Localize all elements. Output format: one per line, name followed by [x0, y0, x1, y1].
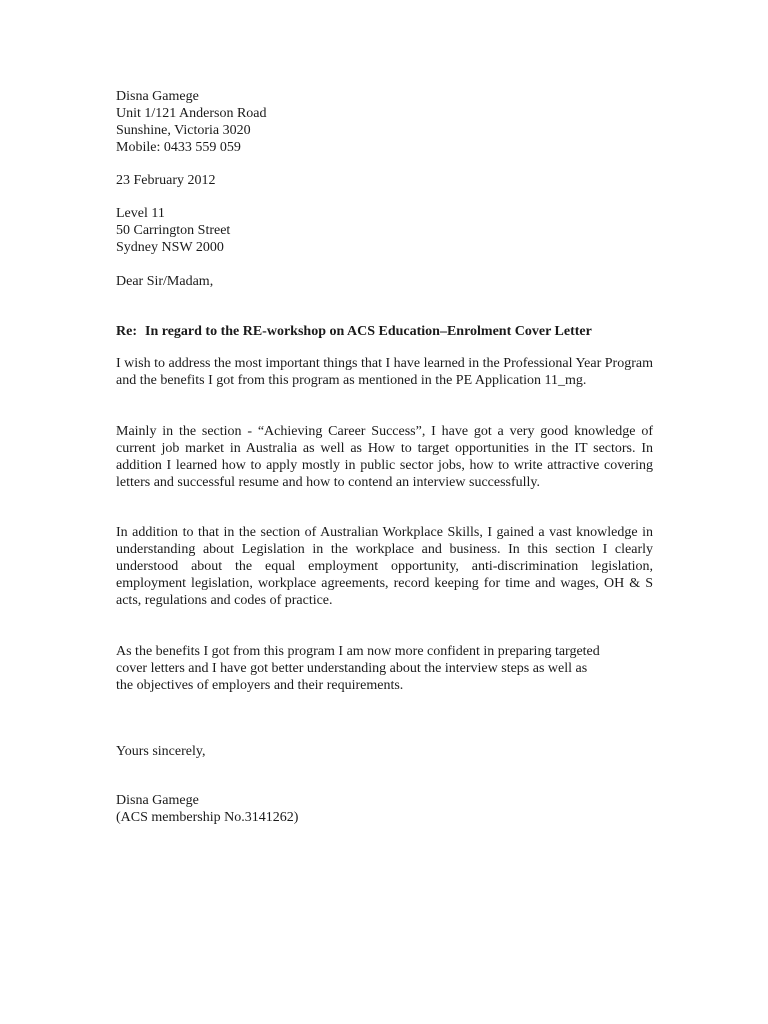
recipient-line2: 50 Carrington Street: [116, 223, 231, 238]
recipient-line3: Sydney NSW 2000: [116, 240, 224, 255]
body-paragraph-3: In addition to that in the section of Australian Workplace Skills, I gained a vast knowledge in understanding about Legislation in the workplace and business. In this section I clearly understood about the equal employment opportunity, anti-discrimination legislation, employment legislation, workplace agreements, record keeping for time and wages, OH & S acts, regulations and codes of practice.: [116, 525, 653, 608]
body-paragraph-4-line3: the objectives of employers and their requirements.: [116, 678, 404, 693]
subject-prefix: Re:: [116, 324, 137, 339]
body-paragraph-4: [116, 643, 653, 694]
body-paragraph-2: Mainly in the section - “Achieving Career Success”, I have got a very good knowledge of current job market in Australia as well as How to target opportunities in the IT sectors. In addition I learned how to apply mostly in public sector jobs, how to write attractive covering letters and successful resume and how to contend an interview successfully.: [116, 424, 653, 490]
sender-address-line2: Sunshine, Victoria 3020: [116, 123, 251, 138]
closing: [116, 743, 653, 760]
date-text: 23 February 2012: [116, 173, 216, 188]
body-paragraph-4-line2: cover letters and I have got better understanding about the interview steps as well as: [116, 661, 588, 676]
signature-name: Disna Gamege: [116, 793, 199, 808]
letter-date: [116, 172, 653, 189]
sender-address: [116, 88, 653, 156]
signature-block: [116, 792, 653, 826]
recipient-address: [116, 205, 653, 256]
sender-name: Disna Gamege: [116, 89, 199, 104]
subject-line: [116, 323, 653, 340]
salutation: [116, 273, 653, 290]
recipient-line1: Level 11: [116, 206, 165, 221]
signature-membership: (ACS membership No.3141262): [116, 810, 299, 825]
closing-text: Yours sincerely,: [116, 744, 206, 759]
salutation-text: Dear Sir/Madam,: [116, 274, 214, 289]
body-paragraph-4-line1: As the benefits I got from this program I am now more confident in preparing targeted: [116, 644, 600, 659]
subject-text: In regard to the RE-workshop on ACS Education–Enrolment Cover Letter: [145, 324, 592, 339]
sender-address-line1: Unit 1/121 Anderson Road: [116, 106, 267, 121]
sender-mobile: Mobile: 0433 559 059: [116, 140, 241, 155]
body-paragraph-1: I wish to address the most important things that I have learned in the Professional Year Program and the benefits I got from this program as mentioned in the PE Application 11_mg.: [116, 356, 653, 388]
